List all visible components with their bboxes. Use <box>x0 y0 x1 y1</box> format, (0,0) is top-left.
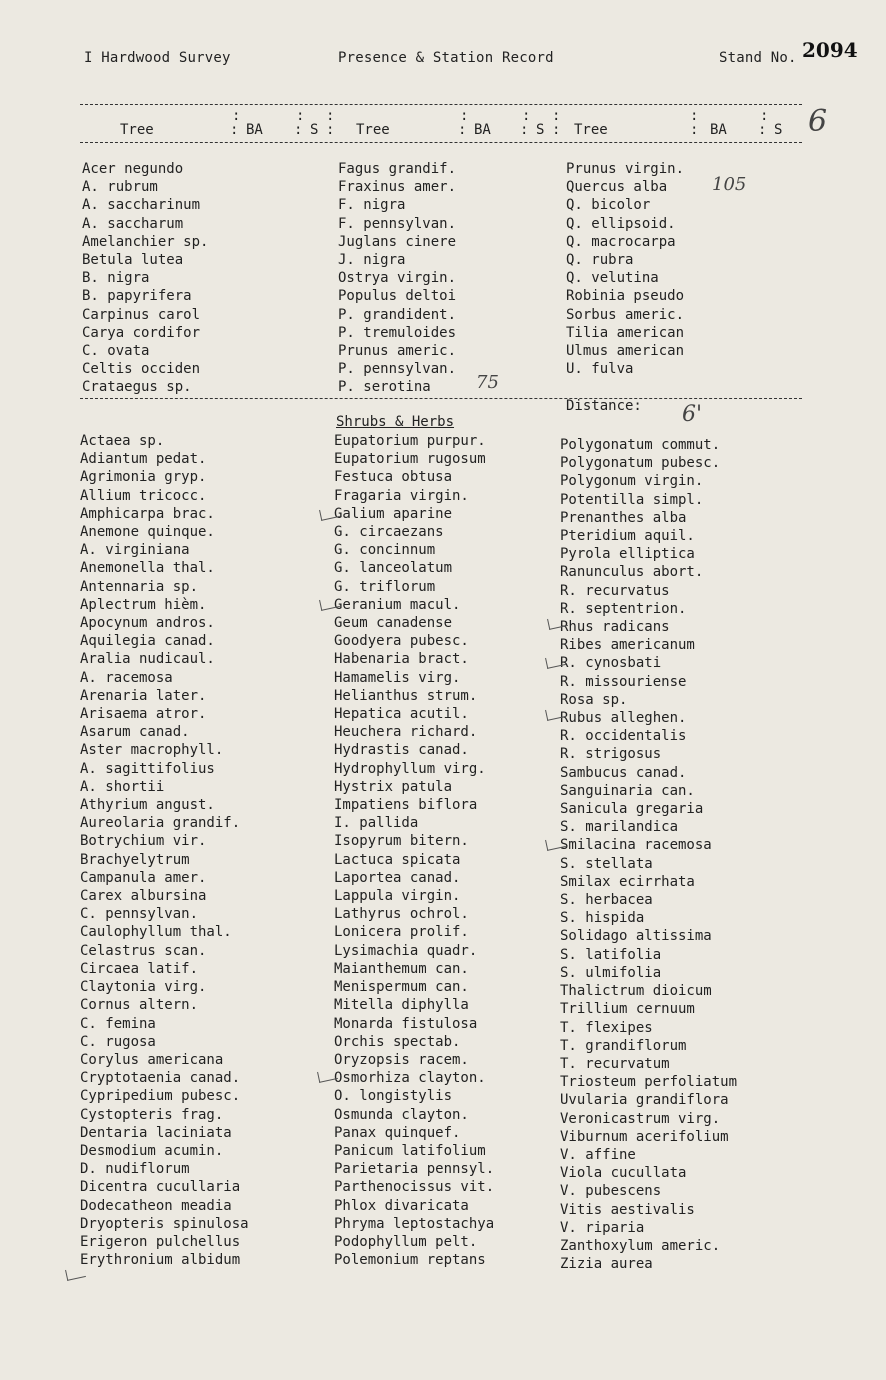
herb-item: S. ulmifolia <box>560 964 662 981</box>
herb-item: Anemonella thal. <box>80 560 215 577</box>
herb-item: Rubus alleghen. <box>560 710 687 727</box>
herb-item: V. affine <box>560 1146 636 1163</box>
distance-label: Distance: <box>566 398 642 414</box>
tree-item: F. nigra <box>338 197 406 214</box>
herb-item: Menispermum can. <box>334 979 469 996</box>
tree-list-col3 <box>566 160 684 378</box>
herb-item: Panicum latifolium <box>334 1142 486 1159</box>
herb-item: Festuca obtusa <box>334 469 453 486</box>
herb-item: Brachyelytrum <box>80 851 190 868</box>
col-divider: : <box>690 122 699 138</box>
header-rule-top <box>80 104 802 105</box>
herb-item: Parietaria pennsyl. <box>334 1161 495 1178</box>
herb-item: Veronicastrum virg. <box>560 1110 721 1127</box>
herb-item: A. racemosa <box>80 669 173 686</box>
col-divider: : <box>760 108 769 124</box>
herb-item: V. pubescens <box>560 1183 662 1200</box>
tree-item: Q. ellipsoid. <box>566 215 676 232</box>
tree-item: P. tremuloides <box>338 324 457 341</box>
herb-item: Claytonia virg. <box>80 979 207 996</box>
herb-item: Apocynum andros. <box>80 615 215 632</box>
tree-item: Juglans cinere <box>338 233 457 250</box>
tree-item: Sorbus americ. <box>566 306 685 323</box>
herb-item: S. stellata <box>560 855 653 872</box>
tree-item: A. saccharinum <box>82 197 201 214</box>
stand-label: Stand No. <box>719 50 797 66</box>
tree-item: B. nigra <box>82 270 150 287</box>
tree-item: Robinia pseudo <box>566 288 685 305</box>
herb-item: A. virginiana <box>80 542 190 559</box>
herb-item: Ribes americanum <box>560 637 695 654</box>
tree-item: A. rubrum <box>82 179 158 196</box>
herb-item: Botrychium vir. <box>80 833 207 850</box>
herb-item: Athyrium angust. <box>80 797 215 814</box>
herb-item: C. femina <box>80 1015 156 1032</box>
herb-item: Aplectrum hièm. <box>80 596 207 613</box>
herb-item: Amphicarpa brac. <box>80 505 215 522</box>
quercus-handwritten-value: 105 <box>712 174 747 195</box>
herb-item: A. sagittifolius <box>80 760 215 777</box>
herb-item: Arenaria later. <box>80 687 207 704</box>
col-divider: : <box>460 108 469 124</box>
herb-item: C. pennsylvan. <box>80 906 199 923</box>
herb-item: Viburnum acerifolium <box>560 1128 729 1145</box>
herb-item: Actaea sp. <box>80 433 165 449</box>
tree-item: F. pennsylvan. <box>338 215 457 232</box>
herb-item: Dryopteris spinulosa <box>80 1215 249 1232</box>
herb-item: G. concinnum <box>334 542 436 559</box>
herb-item: Adiantum pedat. <box>80 451 207 468</box>
herb-item: I. pallida <box>334 815 419 832</box>
ba-header: BA <box>474 122 491 138</box>
herb-item: C. rugosa <box>80 1033 156 1050</box>
tree-item: J. nigra <box>338 252 406 269</box>
tree-item: U. fulva <box>566 361 634 378</box>
herb-item: Phlox divaricata <box>334 1197 469 1214</box>
section-divider <box>80 398 802 399</box>
herb-item: Agrimonia gryp. <box>80 469 207 486</box>
tree-item: Prunus americ. <box>338 343 457 360</box>
s-header: S <box>310 122 319 138</box>
herb-item: T. flexipes <box>560 1019 653 1036</box>
herb-item: Uvularia grandiflora <box>560 1092 729 1109</box>
herb-item: Smilax ecirrhata <box>560 873 695 890</box>
tree-item: Acer negundo <box>82 161 184 177</box>
tree-item: Q. bicolor <box>566 197 651 214</box>
record-title: Presence & Station Record <box>338 50 554 66</box>
herb-item: Dodecatheon meadia <box>80 1197 232 1214</box>
herb-item: Oryzopsis racem. <box>334 1051 469 1068</box>
herb-item: Pteridium aquil. <box>560 528 695 545</box>
herb-item: Cryptotaenia canad. <box>80 1070 241 1087</box>
herb-item: Eupatorium rugosum <box>334 451 486 468</box>
herb-list-col3 <box>560 436 737 1273</box>
herb-item: Zanthoxylum americ. <box>560 1237 721 1254</box>
herb-item: Eupatorium purpur. <box>334 433 486 449</box>
col-divider: : <box>520 122 529 138</box>
tree-item: A. saccharum <box>82 215 184 232</box>
herb-item: Sanicula gregaria <box>560 801 704 818</box>
herb-item: Hydrophyllum virg. <box>334 760 486 777</box>
herb-item: Mitella diphylla <box>334 997 469 1014</box>
herb-item: Cypripedium pubesc. <box>80 1088 241 1105</box>
herb-item: Sanguinaria can. <box>560 782 695 799</box>
tree-item: Q. macrocarpa <box>566 233 676 250</box>
herb-item: Campanula amer. <box>80 869 207 886</box>
herb-item: Sambucus canad. <box>560 764 687 781</box>
tree-header: Tree <box>120 122 154 138</box>
tree-item: Quercus alba <box>566 179 668 196</box>
herb-item: Rhus radicans <box>560 619 670 636</box>
herb-item: Potentilla simpl. <box>560 491 704 508</box>
stand-number: 2094 <box>802 38 858 62</box>
herb-item: Anemone quinque. <box>80 524 215 541</box>
herb-item: D. nudiflorum <box>80 1161 190 1178</box>
herb-item: Dicentra cucullaria <box>80 1179 241 1196</box>
herb-item: Pyrola elliptica <box>560 546 695 563</box>
col-divider: : <box>294 122 303 138</box>
herb-item: T. recurvatum <box>560 1055 670 1072</box>
tree-item: Ostrya virgin. <box>338 270 457 287</box>
herb-item: Trillium cernuum <box>560 1001 695 1018</box>
herb-item: Viola cucullata <box>560 1165 687 1182</box>
tree-item: Fraxinus amer. <box>338 179 457 196</box>
herb-item: Erigeron pulchellus <box>80 1233 241 1250</box>
herb-item: V. riparia <box>560 1219 645 1236</box>
herb-item: Galium aparine <box>334 505 453 522</box>
col-divider: : <box>552 108 561 124</box>
herb-item: Phryma leptostachya <box>334 1215 495 1232</box>
tree-header: Tree <box>356 122 390 138</box>
tree-item: Q. velutina <box>566 270 659 287</box>
herb-item: Goodyera pubesc. <box>334 633 469 650</box>
herb-item: Impatiens biflora <box>334 797 478 814</box>
herb-item: Desmodium acumin. <box>80 1142 224 1159</box>
header-rule-bottom <box>80 142 802 143</box>
herb-item: Parthenocissus vit. <box>334 1179 495 1196</box>
herb-item: R. occidentalis <box>560 728 687 745</box>
herb-item: Erythronium albidum <box>80 1252 241 1269</box>
tree-item: Tilia american <box>566 324 685 341</box>
herb-item: Aureolaria grandif. <box>80 815 241 832</box>
col-divider: : <box>232 108 241 124</box>
herb-item: Lathyrus ochrol. <box>334 906 469 923</box>
herb-item: Corylus americana <box>80 1051 224 1068</box>
tree-item: Prunus virgin. <box>566 161 685 177</box>
tree-item: Betula lutea <box>82 252 184 269</box>
herb-list-col2 <box>334 432 494 1269</box>
herb-item: Osmunda clayton. <box>334 1106 469 1123</box>
herb-item: Prenanthes alba <box>560 509 687 526</box>
tree-item: P. pennsylvan. <box>338 361 457 378</box>
tree-header: Tree <box>574 122 608 138</box>
herb-item: Fragaria virgin. <box>334 487 469 504</box>
herb-item: Isopyrum bitern. <box>334 833 469 850</box>
col-divider: : <box>458 122 467 138</box>
herb-item: Maianthemum can. <box>334 960 469 977</box>
ba-header: BA <box>710 122 727 138</box>
tree-item: C. ovata <box>82 343 150 360</box>
herb-item: Celastrus scan. <box>80 942 207 959</box>
col-divider: : <box>758 122 767 138</box>
herb-item: Thalictrum dioicum <box>560 983 712 1000</box>
col-divider: : <box>326 108 335 124</box>
herb-item: Antennaria sp. <box>80 578 199 595</box>
herb-item: Vitis aestivalis <box>560 1201 695 1218</box>
herb-item: Zizia aurea <box>560 1256 653 1273</box>
tree-item: P. grandident. <box>338 306 457 323</box>
herb-item: Solidago altissima <box>560 928 712 945</box>
herb-item: Ranunculus abort. <box>560 564 704 581</box>
col-divider: : <box>230 122 239 138</box>
herb-item: Panax quinquef. <box>334 1124 461 1141</box>
herb-item: Lappula virgin. <box>334 888 461 905</box>
herb-item: Hystrix patula <box>334 778 453 795</box>
check-mark-icon <box>65 1266 86 1281</box>
herb-item: Smilacina racemosa <box>560 837 712 854</box>
herb-item: R. cynosbati <box>560 655 662 672</box>
herb-item: Laportea canad. <box>334 869 461 886</box>
herb-item: A. shortii <box>80 778 165 795</box>
herb-item: Monarda fistulosa <box>334 1015 478 1032</box>
herb-item: Aster macrophyll. <box>80 742 224 759</box>
col-divider: : <box>326 122 335 138</box>
herb-item: Aralia nudicaul. <box>80 651 215 668</box>
herb-item: Triosteum perfoliatum <box>560 1074 738 1091</box>
herb-item: Polemonium reptans <box>334 1252 486 1269</box>
tree-item: Fagus grandif. <box>338 161 457 177</box>
tree-item: Populus deltoi <box>338 288 457 305</box>
herb-item: Hamamelis virg. <box>334 669 461 686</box>
herb-item: Aquilegia canad. <box>80 633 215 650</box>
herb-item: Arisaema atror. <box>80 706 207 723</box>
herb-item: Orchis spectab. <box>334 1033 461 1050</box>
herb-item: Polygonatum pubesc. <box>560 455 721 472</box>
herb-item: Lonicera prolif. <box>334 924 469 941</box>
herb-item: Osmorhiza clayton. <box>334 1070 486 1087</box>
herb-item: Polygonatum commut. <box>560 437 721 453</box>
herb-item: R. missouriense <box>560 673 687 690</box>
herb-item: Carex albursina <box>80 888 207 905</box>
tree-item: Ulmus american <box>566 343 685 360</box>
herb-item: Cystopteris frag. <box>80 1106 224 1123</box>
tree-item: Crataegus sp. <box>82 379 192 396</box>
herb-item: Caulophyllum thal. <box>80 924 232 941</box>
herb-item: T. grandiflorum <box>560 1037 687 1054</box>
tree-item: Celtis occiden <box>82 361 201 378</box>
herb-item: S. latifolia <box>560 946 662 963</box>
herb-item: Geum canadense <box>334 615 453 632</box>
herb-item: Rosa sp. <box>560 691 628 708</box>
distance-handwritten-value: 6' <box>682 402 703 427</box>
col-divider: : <box>296 108 305 124</box>
herb-item: Lactuca spicata <box>334 851 461 868</box>
serotina-handwritten-value: 75 <box>476 372 499 393</box>
col-divider: : <box>522 108 531 124</box>
survey-title: I Hardwood Survey <box>84 50 231 66</box>
ba-header: BA <box>246 122 263 138</box>
tree-item: Carpinus carol <box>82 306 201 323</box>
herb-item: Habenaria bract. <box>334 651 469 668</box>
herb-item: R. strigosus <box>560 746 662 763</box>
herb-item: Hydrastis canad. <box>334 742 469 759</box>
herb-item: Allium tricocc. <box>80 487 207 504</box>
herb-item: Hepatica acutil. <box>334 706 469 723</box>
col-divider: : <box>690 108 699 124</box>
tree-item: Carya cordifor <box>82 324 201 341</box>
herb-item: O. longistylis <box>334 1088 453 1105</box>
tree-item: Amelanchier sp. <box>82 233 209 250</box>
tree-item: Q. rubra <box>566 252 634 269</box>
tree-item: B. papyrifera <box>82 288 192 305</box>
tree-item: P. serotina <box>338 379 431 396</box>
herb-item: Cornus altern. <box>80 997 199 1014</box>
herb-item: R. septentrion. <box>560 600 687 617</box>
tree-list-col1 <box>82 160 208 397</box>
col-divider: : <box>552 122 561 138</box>
herb-item: G. circaezans <box>334 524 444 541</box>
s-header: S <box>774 122 783 138</box>
herb-item: Helianthus strum. <box>334 687 478 704</box>
herb-item: Podophyllum pelt. <box>334 1233 478 1250</box>
s-header: S <box>536 122 545 138</box>
herb-item: Heuchera richard. <box>334 724 478 741</box>
herb-item: Geranium macul. <box>334 596 461 613</box>
herb-item: Polygonum virgin. <box>560 473 704 490</box>
herb-item: G. lanceolatum <box>334 560 453 577</box>
herb-item: G. triflorum <box>334 578 436 595</box>
herb-list-col1 <box>80 432 249 1269</box>
herb-item: Dentaria laciniata <box>80 1124 232 1141</box>
tree-list-col2 <box>338 160 456 397</box>
herb-item: R. recurvatus <box>560 582 670 599</box>
herb-item: S. marilandica <box>560 819 679 836</box>
herb-item: S. herbacea <box>560 892 653 909</box>
herb-item: Circaea latif. <box>80 960 199 977</box>
herb-item: Lysimachia quadr. <box>334 942 478 959</box>
herb-item: S. hispida <box>560 910 645 927</box>
herb-item: Asarum canad. <box>80 724 190 741</box>
corner-handwritten-mark: 6 <box>808 104 828 139</box>
shrubs-herbs-heading: Shrubs & Herbs <box>336 414 455 430</box>
